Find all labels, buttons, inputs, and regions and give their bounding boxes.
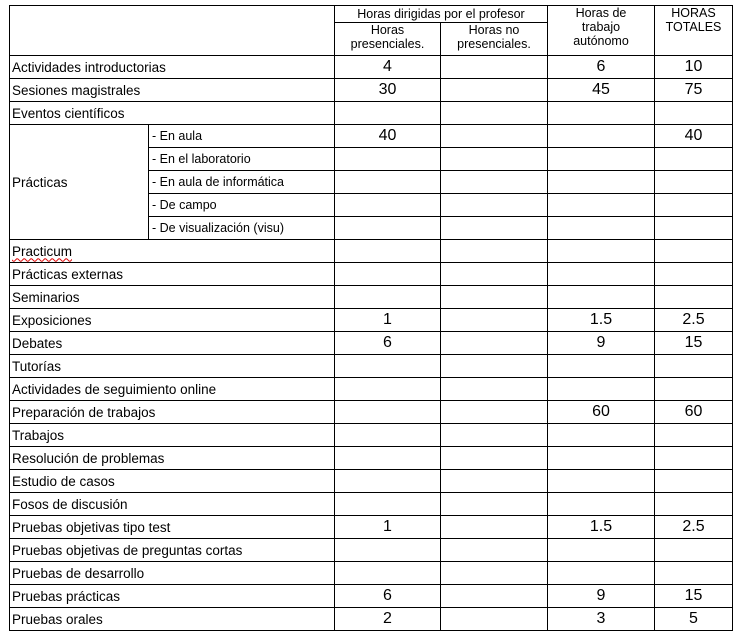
- cell-autonomo: [548, 286, 655, 309]
- cell-totales: [655, 263, 733, 286]
- cell-presenciales: [335, 263, 441, 286]
- cell-autonomo: [548, 378, 655, 401]
- cell-presenciales: 40: [335, 125, 441, 148]
- row-label-text: Tutorías: [12, 358, 62, 374]
- cell-presenciales: 30: [335, 79, 441, 102]
- cell-presenciales: [335, 447, 441, 470]
- row-label: [10, 424, 335, 447]
- cell-autonomo: 3: [548, 608, 655, 631]
- header-autonomo: Horas de trabajo autónomo: [548, 6, 655, 56]
- cell-autonomo: 1.5: [548, 516, 655, 539]
- cell-autonomo: [548, 217, 655, 240]
- header-no-presenciales: Horas no presenciales.: [441, 23, 548, 56]
- cell-autonomo: 1.5: [548, 309, 655, 332]
- cell-autonomo: [548, 539, 655, 562]
- cell-totales: [655, 148, 733, 171]
- table-row: [10, 378, 733, 401]
- table-row: [10, 56, 733, 79]
- row-label-text: Debates: [12, 335, 63, 351]
- cell-totales: 15: [655, 585, 733, 608]
- cell-presenciales: 1: [335, 516, 441, 539]
- cell-presenciales: [335, 355, 441, 378]
- table-row: [10, 470, 733, 493]
- cell-no-presenciales: [441, 401, 548, 424]
- cell-autonomo: [548, 470, 655, 493]
- cell-no-presenciales: [441, 194, 548, 217]
- table-row: [10, 263, 733, 286]
- row-label: [10, 309, 335, 332]
- table-row: [10, 493, 733, 516]
- cell-presenciales: [335, 286, 441, 309]
- row-label-text: Trabajos: [12, 427, 65, 443]
- cell-totales: [655, 217, 733, 240]
- cell-no-presenciales: [441, 171, 548, 194]
- cell-presenciales: [335, 562, 441, 585]
- table-row: [10, 355, 733, 378]
- row-label: [10, 447, 335, 470]
- cell-totales: [655, 171, 733, 194]
- row-label: [10, 401, 335, 424]
- row-label-text: Pruebas de desarrollo: [12, 565, 145, 581]
- cell-autonomo: [548, 102, 655, 125]
- cell-autonomo: [548, 263, 655, 286]
- table-row: [10, 516, 733, 539]
- cell-no-presenciales: [441, 79, 548, 102]
- table-row: [10, 608, 733, 631]
- cell-no-presenciales: [441, 263, 548, 286]
- table-row: [10, 286, 733, 309]
- cell-autonomo: 9: [548, 585, 655, 608]
- cell-presenciales: [335, 470, 441, 493]
- cell-no-presenciales: [441, 148, 548, 171]
- cell-presenciales: [335, 102, 441, 125]
- table-row: [10, 332, 733, 355]
- row-label: [10, 355, 335, 378]
- row-label: [10, 516, 335, 539]
- cell-totales: 15: [655, 332, 733, 355]
- cell-autonomo: [548, 240, 655, 263]
- row-label: Eventos científicos: [10, 102, 335, 125]
- practicas-label: Prácticas: [10, 125, 149, 240]
- cell-presenciales: 2: [335, 608, 441, 631]
- table-row: [10, 447, 733, 470]
- cell-totales: 40: [655, 125, 733, 148]
- row-label: Actividades introductorias: [10, 56, 335, 79]
- cell-totales: [655, 355, 733, 378]
- practicas-subrow-label: - En el laboratorio: [149, 148, 335, 171]
- row-label-text: Pruebas orales: [12, 611, 103, 627]
- table-row: [10, 125, 733, 148]
- row-label: [10, 263, 335, 286]
- cell-autonomo: [548, 424, 655, 447]
- header-totales: HORAS TOTALES: [655, 6, 733, 56]
- row-label-text: Fosos de discusión: [12, 496, 128, 512]
- cell-autonomo: [548, 148, 655, 171]
- row-label: [10, 562, 335, 585]
- row-label-text: Actividades de seguimiento online: [12, 381, 217, 397]
- cell-no-presenciales: [441, 493, 548, 516]
- row-label: [10, 585, 335, 608]
- cell-totales: 10: [655, 56, 733, 79]
- row-label: [10, 240, 335, 263]
- cell-presenciales: [335, 194, 441, 217]
- cell-autonomo: [548, 562, 655, 585]
- cell-autonomo: [548, 447, 655, 470]
- cell-presenciales: [335, 378, 441, 401]
- cell-totales: 5: [655, 608, 733, 631]
- cell-totales: [655, 286, 733, 309]
- cell-no-presenciales: [441, 240, 548, 263]
- row-label-text: Pruebas objetivas tipo test: [12, 519, 171, 535]
- cell-no-presenciales: [441, 309, 548, 332]
- table-row: [10, 401, 733, 424]
- cell-presenciales: [335, 240, 441, 263]
- row-label-text: Pruebas objetivas de preguntas cortas: [12, 542, 243, 558]
- table-row: [10, 309, 733, 332]
- table-row: [10, 102, 733, 125]
- cell-totales: [655, 102, 733, 125]
- practicas-subrow-label: - En aula: [149, 125, 335, 148]
- row-label-text: Pruebas prácticas: [12, 588, 121, 604]
- row-label-text: Practicum: [12, 243, 73, 259]
- cell-autonomo: [548, 194, 655, 217]
- cell-no-presenciales: [441, 217, 548, 240]
- cell-presenciales: [335, 171, 441, 194]
- cell-presenciales: [335, 424, 441, 447]
- header-row-1: [10, 6, 733, 23]
- row-label: Sesiones magistrales: [10, 79, 335, 102]
- cell-totales: [655, 470, 733, 493]
- cell-autonomo: [548, 355, 655, 378]
- header-group-label: Horas dirigidas por el profesor: [335, 6, 548, 23]
- row-label-text: Estudio de casos: [12, 473, 115, 489]
- row-label-text: Resolución de problemas: [12, 450, 165, 466]
- practicas-subrow-label: - En aula de informática: [149, 171, 335, 194]
- row-label: [10, 378, 335, 401]
- cell-no-presenciales: [441, 516, 548, 539]
- cell-totales: [655, 562, 733, 585]
- cell-autonomo: 60: [548, 401, 655, 424]
- row-label-text: Exposiciones: [12, 312, 92, 328]
- table-row: [10, 424, 733, 447]
- cell-presenciales: 4: [335, 56, 441, 79]
- cell-no-presenciales: [441, 562, 548, 585]
- row-label: [10, 608, 335, 631]
- cell-presenciales: [335, 493, 441, 516]
- table-row: [10, 539, 733, 562]
- cell-no-presenciales: [441, 286, 548, 309]
- cell-no-presenciales: [441, 539, 548, 562]
- cell-no-presenciales: [441, 102, 548, 125]
- cell-totales: [655, 539, 733, 562]
- cell-totales: [655, 447, 733, 470]
- cell-presenciales: 6: [335, 585, 441, 608]
- cell-no-presenciales: [441, 608, 548, 631]
- cell-totales: [655, 240, 733, 263]
- cell-no-presenciales: [441, 424, 548, 447]
- table-row: [10, 79, 733, 102]
- cell-presenciales: [335, 539, 441, 562]
- cell-no-presenciales: [441, 355, 548, 378]
- table-row: [10, 240, 733, 263]
- row-label: [10, 332, 335, 355]
- cell-totales: 2.5: [655, 309, 733, 332]
- row-label: [10, 286, 335, 309]
- cell-presenciales: [335, 401, 441, 424]
- cell-no-presenciales: [441, 378, 548, 401]
- cell-totales: [655, 378, 733, 401]
- cell-no-presenciales: [441, 470, 548, 493]
- cell-autonomo: 6: [548, 56, 655, 79]
- cell-totales: [655, 424, 733, 447]
- row-label-text: Preparación de trabajos: [12, 404, 156, 420]
- cell-no-presenciales: [441, 125, 548, 148]
- cell-no-presenciales: [441, 56, 548, 79]
- cell-presenciales: [335, 148, 441, 171]
- header-empty-cell: [10, 6, 335, 56]
- cell-no-presenciales: [441, 585, 548, 608]
- row-label: [10, 539, 335, 562]
- hours-table: [9, 5, 733, 631]
- cell-totales: 75: [655, 79, 733, 102]
- cell-autonomo: [548, 125, 655, 148]
- practicas-subrow-label: - De visualización (visu): [149, 217, 335, 240]
- cell-totales: 2.5: [655, 516, 733, 539]
- cell-autonomo: 9: [548, 332, 655, 355]
- table-row: [10, 562, 733, 585]
- cell-totales: [655, 493, 733, 516]
- cell-no-presenciales: [441, 332, 548, 355]
- row-label: [10, 470, 335, 493]
- cell-no-presenciales: [441, 447, 548, 470]
- cell-presenciales: 1: [335, 309, 441, 332]
- row-label-text: Seminarios: [12, 289, 80, 305]
- row-label: [10, 493, 335, 516]
- cell-totales: 60: [655, 401, 733, 424]
- practicas-subrow-label: - De campo: [149, 194, 335, 217]
- cell-autonomo: 45: [548, 79, 655, 102]
- cell-totales: [655, 194, 733, 217]
- cell-presenciales: [335, 217, 441, 240]
- cell-autonomo: [548, 171, 655, 194]
- cell-presenciales: 6: [335, 332, 441, 355]
- header-presenciales: Horas presenciales.: [335, 23, 441, 56]
- cell-autonomo: [548, 493, 655, 516]
- table-row: [10, 585, 733, 608]
- row-label-text: Prácticas externas: [12, 266, 124, 282]
